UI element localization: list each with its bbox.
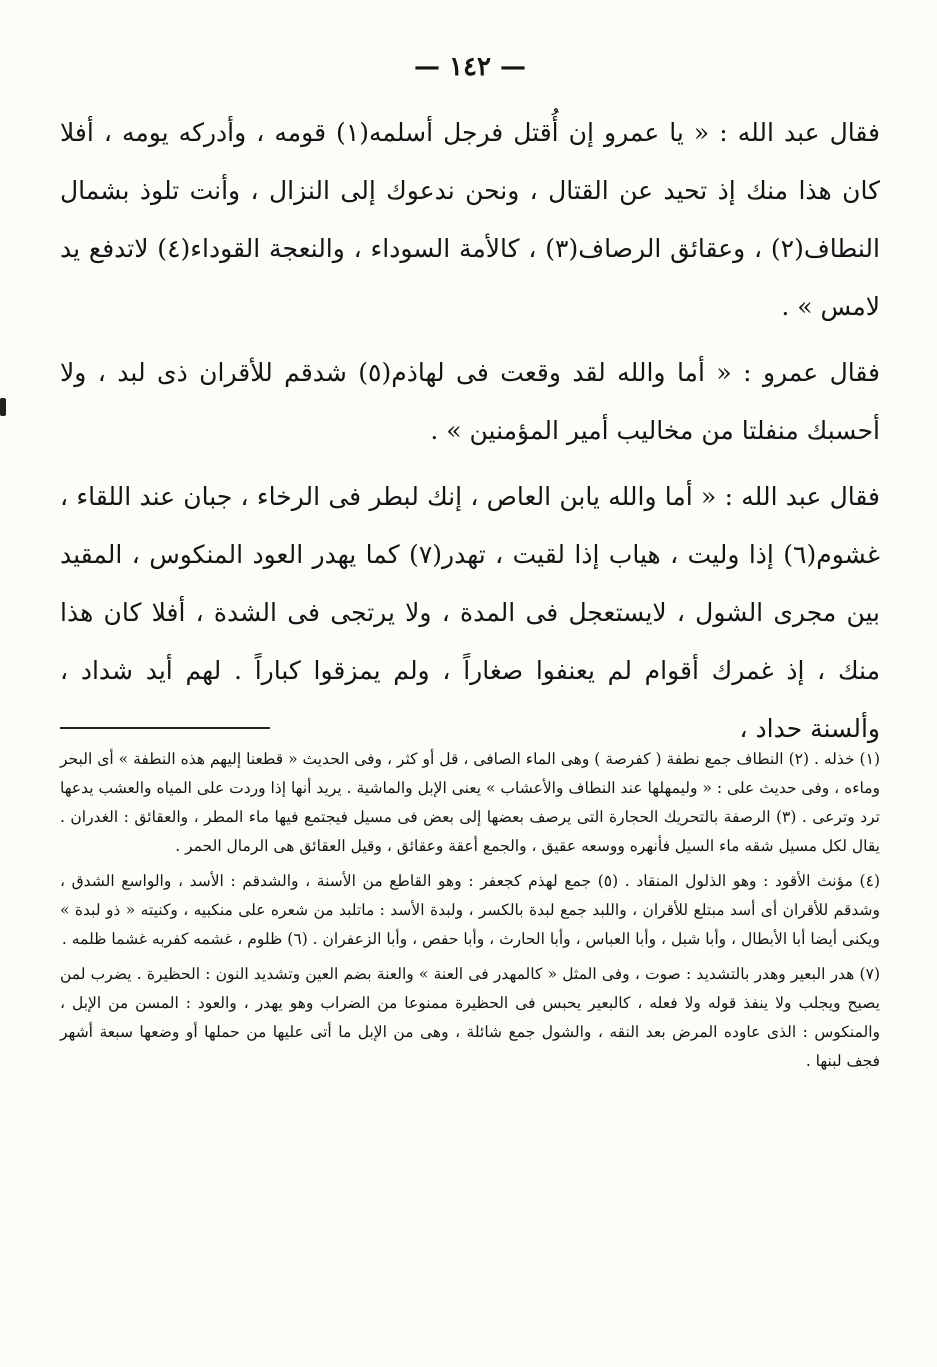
paragraph-3: فقال عبد الله : « أما والله يابن العاص ، إنك لبطر فى الرخاء ، جبان عند اللقاء ، غشوم(٦) إذا وليت ، هياب إذا لقيت ، تهدر(٧) كما يهدر العود المنكوس ، المقيد بين مجرى الشول ، لايستعجل فى المدة ، ولا يرتجى فى الشدة ، أفلا كان هذا منك ، إذ غمرك أقوام لم يعنفوا صغاراً ، ولم يمزقوا كباراً . لهم أيد شداد ، وألسنة حداد ، [60,482,880,743]
margin-mark [0,398,6,416]
paragraph-2: فقال عمرو : « أما والله لقد وقعت فى لهاذم(٥) شدقم للأقران ذى لبد ، ولا أحسبك منفلتا من مخاليب أمير المؤمنين » . [60,358,880,445]
page-number: — ١٤٢ — [413,52,527,82]
footnote-separator [60,727,270,729]
footnote-group-3: (٧) هدر البعير وهدر بالتشديد : صوت ، وفى المثل « كالمهدر فى العنة » والعنة بضم العين وتشديد النون : الحظيرة . يضرب لمن يصيح ويجلب ولا ينفذ قوله ولا فعله ، كالبعير يحبس فى الحظيرة ممنوعا من الضراب وهو يهدر ، والعود : المسن من الإبل ، والمنكوس : الذى عاوده المرض بعد النقه ، والشول جمع شائلة ، وهى من الإبل ما أتى عليها من حملها أو وضعها سبعة أشهر فجف لبنها . [60,965,880,1070]
footnote-group-2: (٤) مؤنث الأقود : وهو الذلول المنقاد . (٥) جمع لهذم كجعفر : وهو القاطع من الأسنة ، والشدقم : الأسد ، والواسع الشدق ، وشدقم للأقران أى أسد مبتلع للأقران ، واللبد جمع لبدة بالكسر ، ولبدة الأسد : ماتلبد من شعره على منكبيه ، وكنيته « ذو لبدة » ويكنى أيضا أبا الأبطال ، وأبا شبل ، وأبا العباس ، وأبا الحارث ، وأبا حفص ، وأبا الزعفران . (٦) ظلوم ، غشمه كفربه غشما ظلمه . [60,872,880,948]
main-text [60,104,880,758]
book-page [60,40,880,1340]
paragraph-1: فقال عبد الله : « يا عمرو إن أُقتل فرجل أسلمه(١) قومه ، وأدركه يومه ، أفلا كان هذا منك إذ تحيد عن القتال ، ونحن ندعوك إلى النزال ، وأنت تلوذ بشمال النطاف(٢) ، وعقائق الرصاف(٣) ، كالأمة السوداء ، والنعجة القوداء(٤) لاتدفع يد لامس » . [60,118,880,321]
footnotes [60,745,880,1082]
footnote-group-1: (١) خذله . (٢) النطاف جمع نطفة ( كفرصة ) وهى الماء الصافى ، قل أو كثر ، وفى الحديث « قطعنا إليهم هذه النطفة » أى البحر وماءه ، وفى حديث على : « وليمهلها عند النطاف والأعشاب » يعنى الإبل والماشية . يريد أنها إذا وردت على المياه والعشب يدعها ترد وترعى . (٣) الرصفة بالتحريك الحجارة التى يرصف بعضها إلى بعض فى مسيل فيجتمع فيها ماء المطر ، والعقائق : الغدران . يقال لكل مسيل شقه ماء السيل فأنهره ووسعه عقيق ، والجمع أعقة وعقائق ، وقيل العقائق هى الرمال الحمر . [60,750,880,855]
